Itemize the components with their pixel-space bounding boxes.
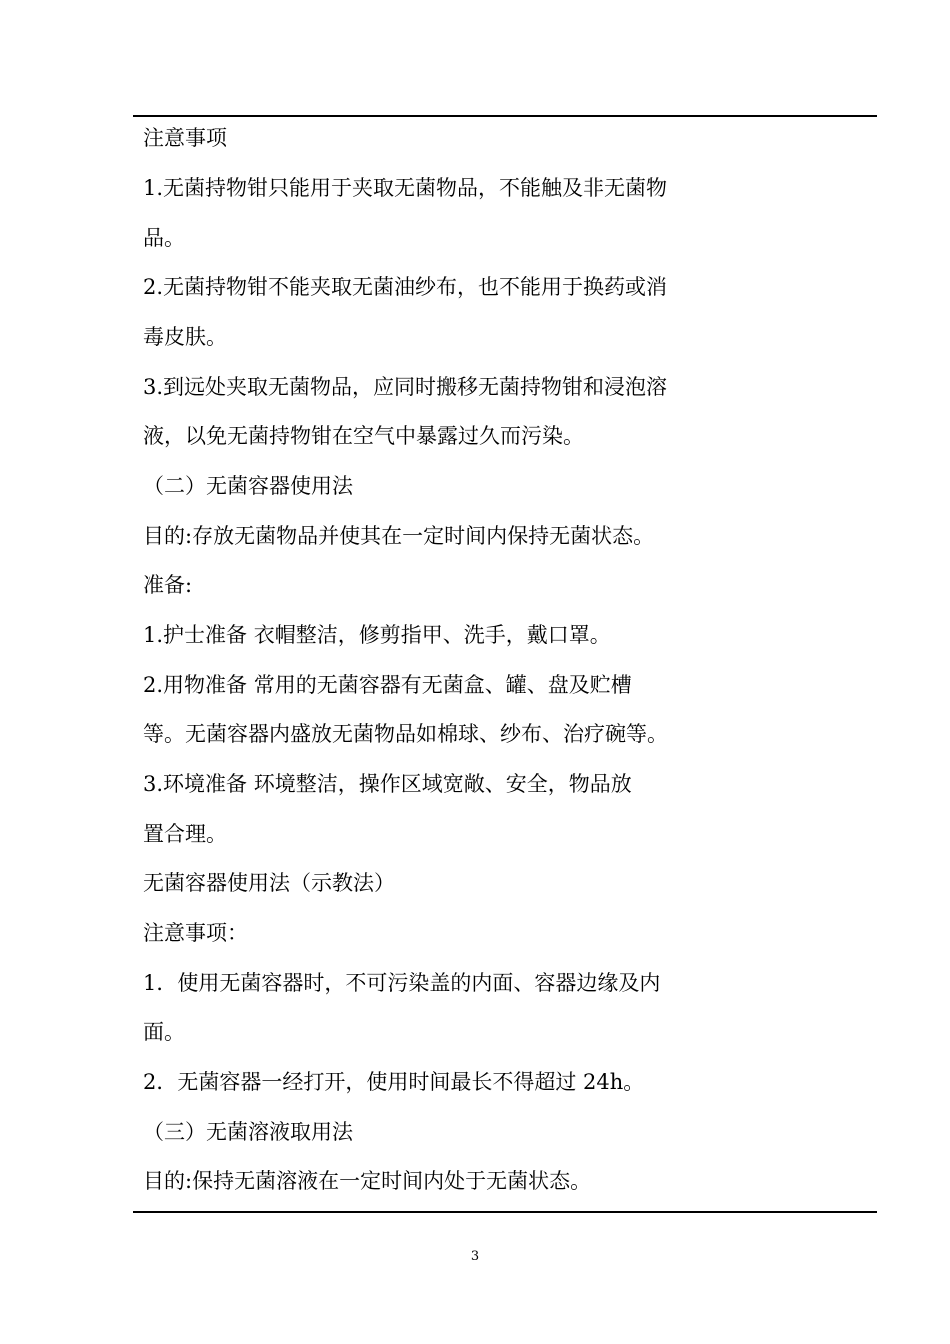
- text-line: 2．无菌容器一经打开，使用时间最长不得超过 24h。: [143, 1070, 645, 1094]
- text-line: 目的:保持无菌溶液在一定时间内处于无菌状态。: [143, 1169, 592, 1193]
- section-heading: （二）无菌容器使用法: [143, 474, 353, 498]
- footer-rule: [133, 1211, 877, 1213]
- text-line: 2.用物准备 常用的无菌容器有无菌盒、罐、盘及贮槽: [143, 673, 632, 697]
- text-line: 无菌容器使用法（示教法）: [143, 871, 395, 895]
- text-line: 准备:: [143, 573, 193, 597]
- text-line: 置合理。: [143, 822, 227, 846]
- text-line: 1.护士准备 衣帽整洁，修剪指甲、洗手，戴口罩。: [143, 623, 611, 647]
- text-line: 注意事项：: [143, 921, 248, 945]
- text-line: 2.无菌持物钳不能夹取无菌油纱布，也不能用于换药或消: [143, 275, 668, 299]
- page-number: 3: [470, 1249, 480, 1264]
- text-line: 毒皮肤。: [143, 325, 227, 349]
- text-line: 液，以免无菌持物钳在空气中暴露过久而污染。: [143, 424, 584, 448]
- text-line: 品。: [143, 226, 185, 250]
- text-line: 等。无菌容器内盛放无菌物品如棉球、纱布、治疗碗等。: [143, 722, 668, 746]
- text-line: 3.到远处夹取无菌物品，应同时搬移无菌持物钳和浸泡溶: [143, 375, 668, 399]
- text-line: 目的:存放无菌物品并使其在一定时间内保持无菌状态。: [143, 524, 655, 548]
- text-line: 1．使用无菌容器时，不可污染盖的内面、容器边缘及内: [143, 971, 661, 995]
- text-line: 面。: [143, 1020, 185, 1044]
- section-heading: （三）无菌溶液取用法: [143, 1120, 353, 1144]
- header-rule: [133, 115, 877, 117]
- text-line: 1.无菌持物钳只能用于夹取无菌物品，不能触及非无菌物: [143, 176, 668, 200]
- text-line: 3.环境准备 环境整洁，操作区域宽敞、安全，物品放: [143, 772, 632, 796]
- text-line: 注意事项: [143, 126, 227, 150]
